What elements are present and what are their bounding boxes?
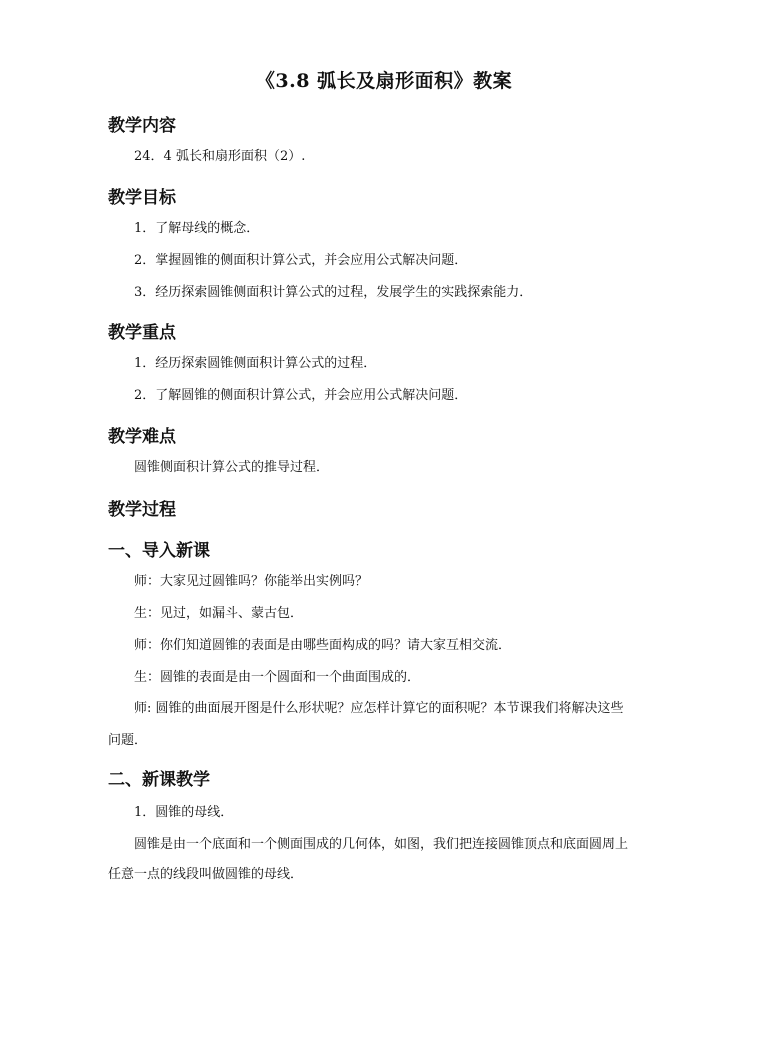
- intro-line-2: 生：见过，如漏斗、蒙古包．: [134, 606, 304, 621]
- intro-line-4: 生：圆锥的表面是由一个圆面和一个曲面围成的．: [134, 670, 421, 685]
- content-line-1: 24．4 弧长和扇形面积（2）.: [134, 149, 306, 164]
- goals-line-3: 3．经历探索圆锥侧面积计算公式的过程，发展学生的实践探索能力．: [134, 285, 533, 300]
- intro-line-3: 师：你们知道圆锥的表面是由哪些面构成的吗？请大家互相交流．: [134, 638, 512, 653]
- heading-intro: 一、导入新课: [108, 541, 210, 561]
- intro-line-1: 师：大家见过圆锥吗？你能举出实例吗？: [134, 574, 369, 589]
- intro-line-5: 师: 圆锥的曲面展开图是什么形状呢？应怎样计算它的面积呢？本节课我们将解决这些: [134, 701, 624, 716]
- heading-goals: 教学目标: [108, 188, 176, 208]
- goals-line-2: 2．掌握圆锥的侧面积计算公式，并会应用公式解决问题．: [134, 253, 468, 268]
- new-lesson-line-3: 任意一点的线段叫做圆锥的母线．: [108, 867, 304, 882]
- heading-content: 教学内容: [108, 116, 176, 136]
- heading-difficulty: 教学难点: [108, 427, 176, 447]
- new-lesson-line-2: 圆锥是由一个底面和一个侧面围成的几何体，如图，我们把连接圆锥顶点和底面圆周上: [134, 837, 629, 852]
- heading-process: 教学过程: [108, 500, 176, 520]
- goals-line-1: 1．了解母线的概念．: [134, 221, 260, 236]
- new-lesson-line-1: 1．圆锥的母线．: [134, 805, 234, 820]
- heading-new-lesson: 二、新课教学: [108, 770, 210, 790]
- heading-key-points: 教学重点: [108, 323, 176, 343]
- difficulty-line-1: 圆锥侧面积计算公式的推导过程．: [134, 460, 330, 475]
- document-title: 《3.8 弧长及扇形面积》教案: [255, 70, 513, 92]
- key-points-line-1: 1．经历探索圆锥侧面积计算公式的过程．: [134, 356, 377, 371]
- key-points-line-2: 2．了解圆锥的侧面积计算公式，并会应用公式解决问题．: [134, 388, 468, 403]
- intro-line-6: 问题．: [108, 733, 148, 748]
